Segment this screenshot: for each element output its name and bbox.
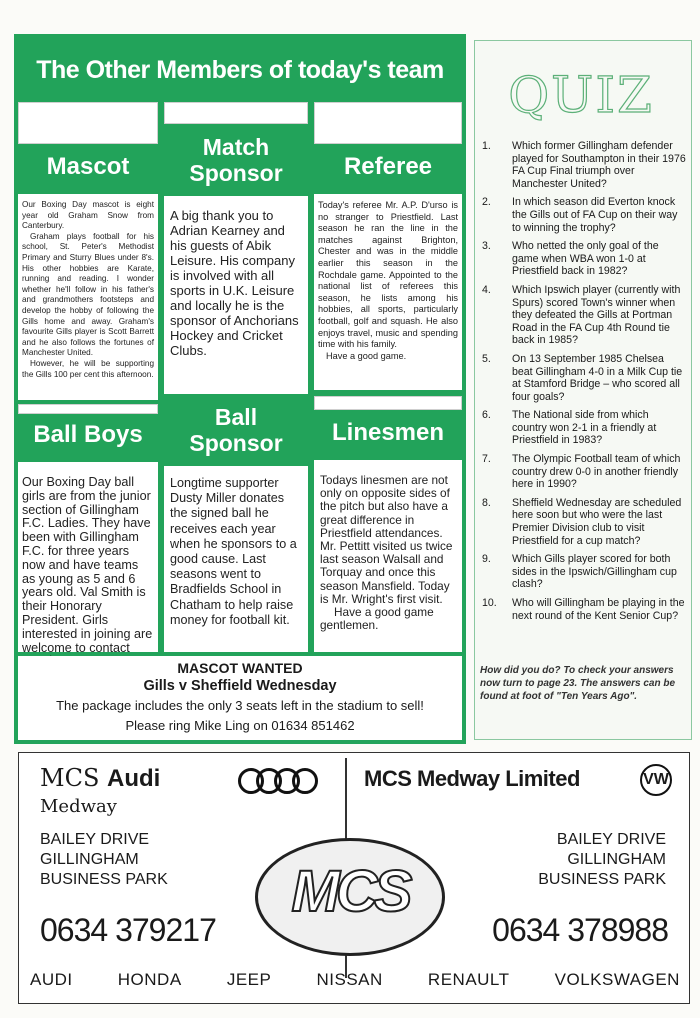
ball-sponsor-heading-text: Ball Sponsor [189, 404, 283, 456]
question-text: Who will Gillingham be playing in the next round of the Kent Senior Cup? [512, 597, 685, 622]
question-text: Who netted the only goal of the game when WBA won 1-0 at Priestfield back in 1982? [512, 240, 659, 278]
ball-boys-heading: Ball Boys [33, 421, 143, 448]
divider-strip-right [314, 396, 462, 410]
right-phone: 0634 378988 [492, 912, 668, 948]
question-text: In which season did Everton knock the Gills out of FA Cup on their way to winning the trophy? [512, 196, 678, 234]
right-address [470, 830, 666, 890]
quiz-question [478, 553, 688, 591]
quiz-question [478, 497, 688, 547]
audi-rings-icon [238, 768, 318, 794]
mascot-para-1: Our Boxing Day mascot is eight year old Graham Snow from Canterbury. [22, 200, 154, 231]
left-address-line: GILLINGHAM [40, 851, 139, 868]
linesmen-para-1: Todays linesmen are not only on opposite sides of the pitch but also have a great difference in Priestfield attendances. Mr. Pettitt visited us twice last season Walsall and Torquay and once this season Mansfield. Today is Mr. Wright's first visit. [320, 473, 453, 606]
mascot-text [18, 194, 158, 400]
question-number: 3. [482, 240, 491, 253]
left-address-line: BUSINESS PARK [40, 871, 168, 888]
mascot-heading: Mascot [46, 153, 130, 180]
question-number: 9. [482, 553, 491, 566]
brand-list [30, 970, 680, 990]
right-address-line: GILLINGHAM [567, 851, 666, 868]
question-text: Sheffield Wednesday are scheduled here soon but who were the last Premier Division club to visit Priestfield for a cup match? [512, 496, 682, 547]
mascot-wanted-title: MASCOT WANTED [177, 660, 303, 676]
brand-item: JEEP [226, 970, 272, 989]
question-text: On 13 September 1985 Chelsea beat Gillingham 4-0 in a Milk Cup tie at Stamford Bridge – who scored all four goals? [512, 352, 683, 403]
audi-dealer-name [40, 764, 160, 793]
referee-para-2: Have a good game. [326, 350, 407, 361]
brand-item: RENAULT [427, 970, 510, 989]
divider-strip-left [18, 404, 158, 414]
match-sponsor-heading [164, 130, 308, 190]
question-number: 5. [482, 352, 491, 365]
referee-para-1: Today's referee Mr. A.P. D'urso is no stranger to Priestfield. Last season he ran the line in the matches against Brighton, Chester and was in the middle earlier this season in the Rochdale game. Appointed to the national list of referees this season, he lists among his hobbies, all sports, particularly football, golf and squash. He also enjoys travel, music and spending time with his family. [318, 200, 458, 350]
dealer-location: Medway [40, 796, 117, 817]
mcs-logo: MCS [291, 859, 409, 924]
linesmen-heading: Linesmen [331, 419, 445, 446]
quiz-title: QUIZ [508, 66, 654, 124]
quiz-question [478, 196, 688, 234]
referee-text [314, 194, 462, 390]
ball-sponsor-text: Longtime supporter Dusty Miller donates the signed ball he receives each year when he sponsors to a good cause. Last seasons went to Bradfields School in Chatham to help raise money for football kit. [164, 466, 308, 652]
right-address-line: BAILEY DRIVE [556, 831, 666, 848]
brand-item: AUDI [30, 970, 73, 989]
match-sponsor-heading-text: Match Sponsor [189, 134, 283, 186]
vw-logo-icon: VW [640, 764, 672, 796]
brand-item: HONDA [117, 970, 182, 989]
question-text: The National side from which country won 2-1 in a friendly at Priestfield in 1983? [512, 409, 657, 447]
quiz-question [478, 409, 688, 447]
question-number: 1. [482, 140, 491, 152]
page-title: The Other Members of today's team [36, 56, 444, 84]
mascot-para-3: However, he will be supporting the Gills 100 per cent this afternoon. [22, 358, 154, 379]
photo-placeholder-sponsor [164, 102, 308, 124]
referee-heading: Referee [343, 153, 433, 180]
question-number: 10. [482, 597, 497, 609]
quiz-question [478, 284, 688, 347]
brand-item: NISSAN [316, 970, 383, 989]
linesmen-para-2: Have a good game gentlemen. [320, 605, 434, 633]
linesmen-text [314, 460, 462, 652]
quiz-question [478, 240, 688, 278]
left-address [40, 830, 168, 890]
mascot-wanted-match: Gills v Sheffield Wednesday [143, 678, 337, 694]
question-text: Which Ipswich player (currently with Spurs) scored Town's winner when they defeated the Gills at Portman Road in the FA Cup 4th Round tie back in 1985? [512, 283, 681, 347]
left-phone: 0634 379217 [40, 912, 216, 948]
mascot-wanted-line1: The package includes the only 3 seats left in the stadium to sell! [56, 698, 424, 713]
quiz-question-list [478, 140, 688, 628]
brand-audi: Audi [107, 765, 161, 792]
match-sponsor-text: A big thank you to Adrian Kearney and his guests of Abik Leisure. His company is involved with all sports in U.K. Leisure and locally he is the sponsor of Anchorians Hockey and Cricket Clubs. [164, 196, 308, 394]
brand-serif: MCS [40, 764, 100, 792]
left-address-line: BAILEY DRIVE [40, 831, 150, 848]
photo-placeholder-mascot [18, 102, 158, 144]
question-text: The Olympic Football team of which country drew 0-0 in another friendly here in 1990? [512, 453, 681, 491]
photo-placeholder-referee [314, 102, 462, 144]
quiz-question [478, 140, 688, 190]
right-address-line: BUSINESS PARK [538, 871, 666, 888]
question-number: 6. [482, 409, 491, 422]
medway-dealer-name: MCS Medway Limited [364, 766, 580, 791]
question-number: 4. [482, 283, 491, 296]
mascot-wanted-line2: Please ring Mike Ling on 01634 851462 [125, 718, 355, 733]
question-number: 7. [482, 453, 491, 466]
quiz-footer: How did you do? To check your answers now turn to page 23. The answers can be found at foot of "Ten Years Ago". [480, 665, 676, 702]
question-number: 2. [482, 196, 491, 209]
brand-item: VOLKSWAGEN [554, 970, 680, 989]
question-number: 8. [482, 496, 491, 509]
quiz-question [478, 353, 688, 403]
ball-boys-text: Our Boxing Day ball girls are from the junior section of Gillingham F.C. Ladies. They have been with Gillingham F.C. for three years now and have teams as young as 5 and 6 years old. Val Smith is their Honorary President. Girls interested in joining are welcome to contact [18, 462, 158, 652]
quiz-question [478, 597, 688, 622]
ball-sponsor-heading [164, 400, 308, 462]
question-text: Which Gills player scored for both sides in the Ipswich/Gillingham cup clash? [512, 553, 677, 591]
quiz-question [478, 453, 688, 491]
question-text: Which former Gillingham defender played for Southampton in their 1976 FA Cup Final triumph over Manchester United? [512, 140, 686, 190]
mascot-para-2: Graham plays football for his school, St. Peter's Methodist Primary and Sturry Blues under 8's. His other hobbies are Karate, running and reading. I wonder whether he'll follow in his father's and grandmothers footsteps and develop the hobby of following the Gills home and away. Graham's favourite Gills player is Scott Barrett and he also follows the fortunes of Manchester United. [22, 231, 154, 358]
